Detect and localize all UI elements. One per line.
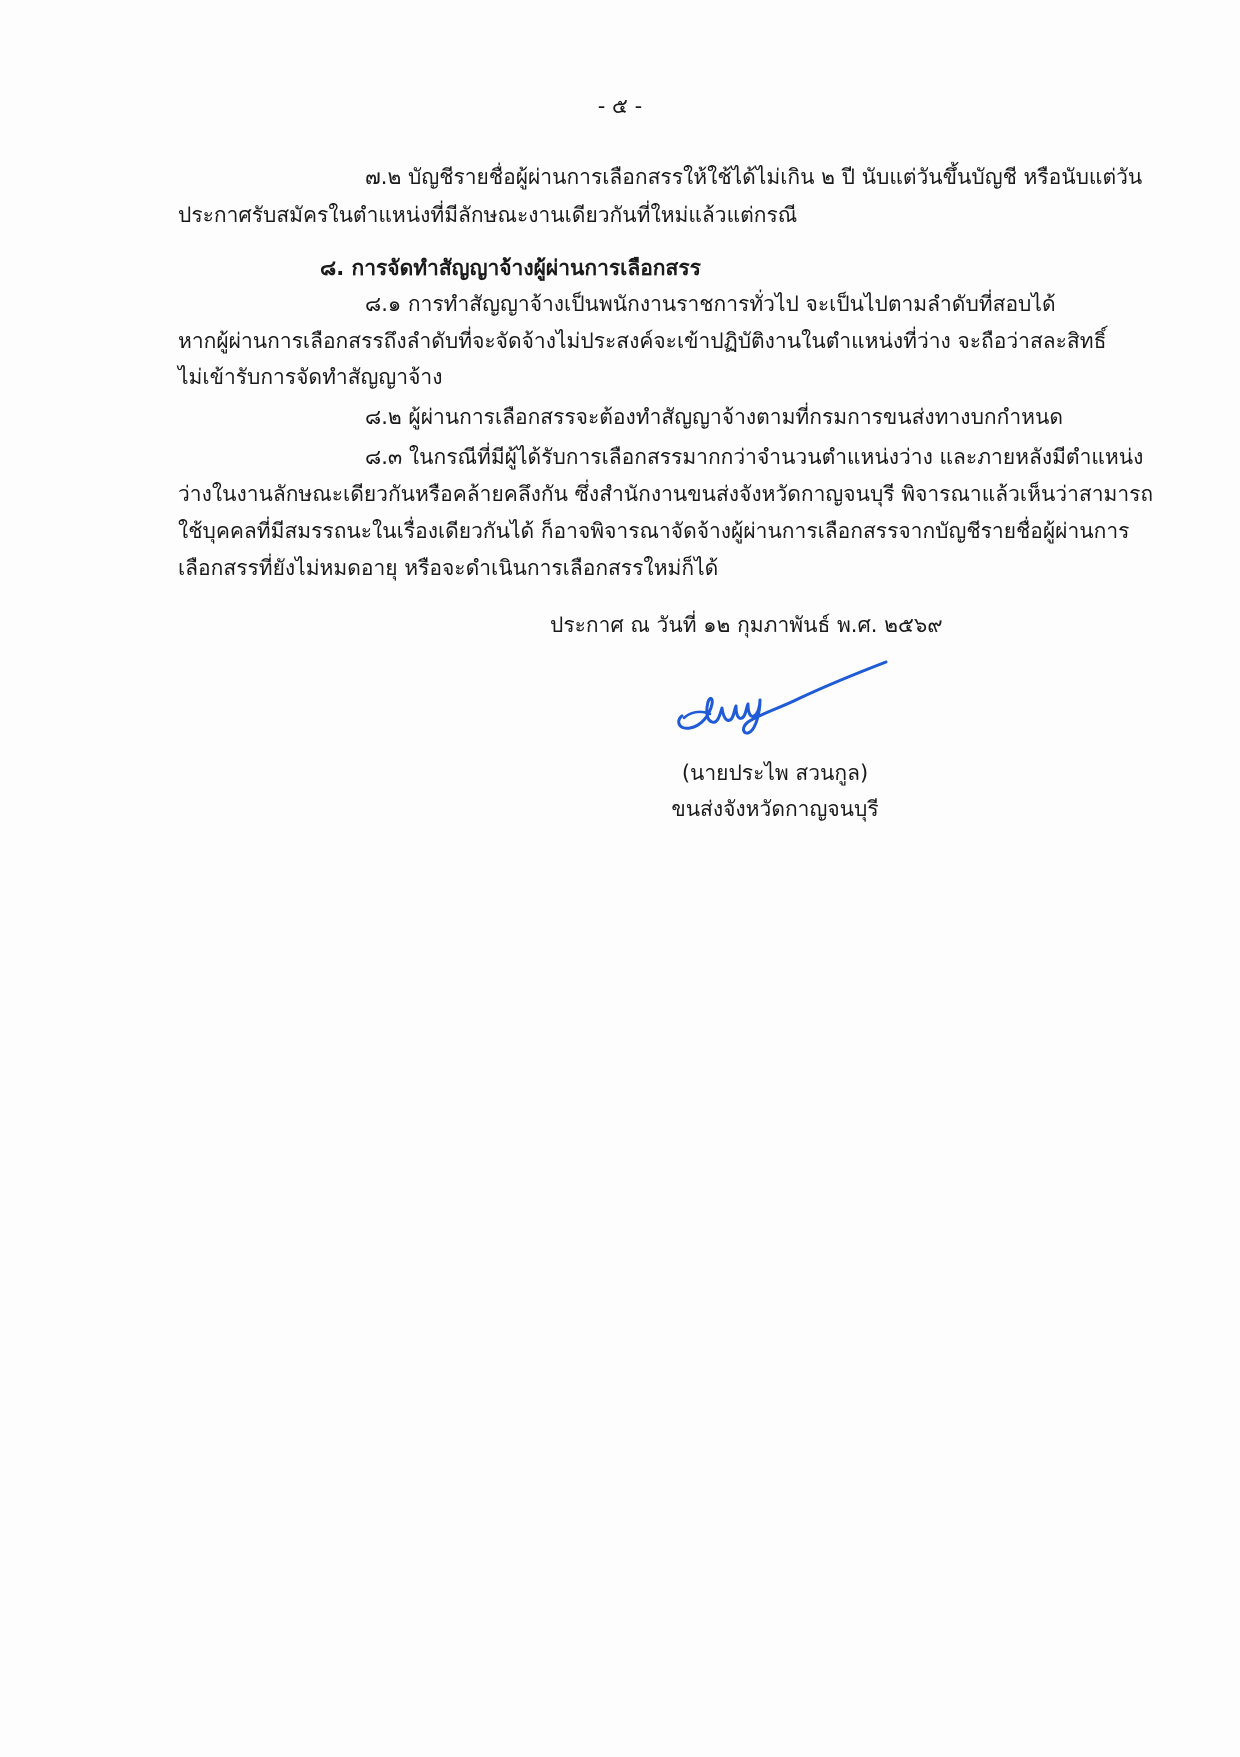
- item-8-3-line-1: ๘.๓ ในกรณีที่มีผู้ได้รับการเลือกสรรมากกว่าจำนวนตำแหน่งว่าง และภายหลังมีตำแหน่ง: [365, 445, 1144, 469]
- item-8-1-line-1: ๘.๑ การทำสัญญาจ้างเป็นพนักงานราชการทั่วไป จะเป็นไปตามลำดับที่สอบได้: [365, 292, 1056, 316]
- page-number: - ๕ -: [597, 94, 643, 118]
- item-7-2-line-2: ประกาศรับสมัครในตำแหน่งที่มีลักษณะงานเดียวกันที่ใหม่แล้วแต่กรณี: [178, 203, 798, 227]
- item-7-2-line-1: ๗.๒ บัญชีรายชื่อผู้ผ่านการเลือกสรรให้ใช้ได้ไม่เกิน ๒ ปี นับแต่วันขึ้นบัญชี หรือนับแต่วัน: [365, 165, 1143, 189]
- item-8-1-line-2: หากผู้ผ่านการเลือกสรรถึงลำดับที่จะจัดจ้างไม่ประสงค์จะเข้าปฏิบัติงานในตำแหน่งที่ว่าง จะถือว่าสละสิทธิ์: [178, 329, 1107, 353]
- signatory-position: ขนส่งจังหวัดกาญจนบุรี: [671, 797, 879, 821]
- section-8-heading: ๘. การจัดทำสัญญาจ้างผู้ผ่านการเลือกสรร: [320, 256, 701, 280]
- item-8-2-line-1: ๘.๒ ผู้ผ่านการเลือกสรรจะต้องทำสัญญาจ้างตามที่กรมการขนส่งทางบกกำหนด: [365, 405, 1063, 429]
- item-8-3-line-4: เลือกสรรที่ยังไม่หมดอายุ หรือจะดำเนินการเลือกสรรใหม่ก็ได้: [178, 556, 719, 580]
- item-8-1-line-3: ไม่เข้ารับการจัดทำสัญญาจ้าง: [178, 365, 443, 389]
- signature-stroke: [679, 662, 886, 733]
- announcement-date: ประกาศ ณ วันที่ ๑๒ กุมภาพันธ์ พ.ศ. ๒๕๖๙: [550, 613, 943, 637]
- signature-icon: [670, 658, 900, 748]
- signatory-name: (นายประไพ สวนกูล): [681, 761, 869, 785]
- item-8-3-line-2: ว่างในงานลักษณะเดียวกันหรือคล้ายคลึงกัน ซึ่งสำนักงานขนส่งจังหวัดกาญจนบุรี พิจารณาแล้วเห็นว่าสามารถ: [178, 482, 1154, 506]
- item-8-3-line-3: ใช้บุคคลที่มีสมรรถนะในเรื่องเดียวกันได้ ก็อาจพิจารณาจัดจ้างผู้ผ่านการเลือกสรรจากบัญชีรายชื่อผู้ผ่านการ: [178, 519, 1130, 543]
